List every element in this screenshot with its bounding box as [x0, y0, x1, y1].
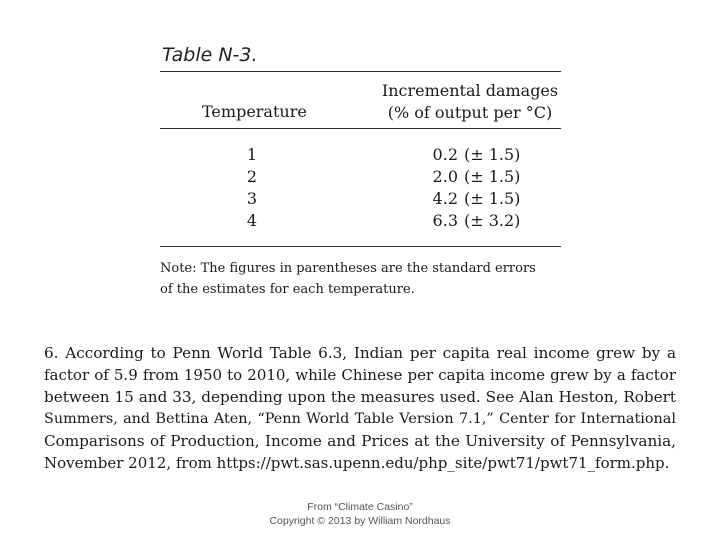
row-damage-value: 6.3: [432, 211, 458, 230]
header-temperature: Temperature: [202, 102, 307, 121]
table-row: [160, 167, 561, 189]
table-note-line: of the estimates for each temperature.: [160, 282, 415, 297]
table-row: [160, 145, 561, 167]
row-standard-error: (± 1.5): [464, 189, 521, 208]
page-footer: [0, 500, 720, 528]
table-top-rule: [160, 71, 561, 72]
row-temperature: 2: [246, 167, 258, 186]
header-damages-line2: (% of output per °C): [387, 103, 553, 122]
row-standard-error: (± 1.5): [464, 167, 521, 186]
row-temperature: 3: [246, 189, 258, 208]
footer-copyright: Copyright © 2013 by William Nordhaus: [269, 515, 451, 527]
row-damage-value: 0.2: [432, 145, 458, 164]
footnote-line: Comparisons of Production, Income and Prices at the University of Pennsylvania,: [44, 432, 676, 450]
footnote-line: 6. According to Penn World Table 6.3, Indian per capita real income grew by a: [44, 344, 676, 362]
footnote-line: factor of 5.9 from 1950 to 2010, while Chinese per capita income grew by a factor: [44, 366, 676, 384]
table-row: [160, 189, 561, 211]
row-temperature: 1: [246, 145, 258, 164]
footnote-paragraph: [44, 342, 676, 474]
row-temperature: 4: [246, 211, 258, 230]
footnote-line: between 15 and 33, depending upon the measures used. See Alan Heston, Robert: [44, 388, 676, 406]
footer-source: From “Climate Casino”: [307, 501, 413, 513]
table-row: [160, 211, 561, 233]
row-standard-error: (± 3.2): [464, 211, 521, 230]
row-damage-value: 2.0: [432, 167, 458, 186]
header-damages-line1: Incremental damages: [381, 81, 559, 100]
row-standard-error: (± 1.5): [464, 145, 521, 164]
table-note-line: Note: The figures in parentheses are the standard errors: [160, 261, 536, 276]
row-damage-value: 4.2: [432, 189, 458, 208]
table-note: [160, 258, 570, 300]
footnote-line: November 2012, from https://pwt.sas.upenn.edu/php_site/pwt71/pwt71_form.php.: [44, 454, 670, 472]
footnote-line: Summers, and Bettina Aten, “Penn World Table Version 7.1,” Center for International: [44, 411, 676, 427]
table-bottom-rule: [160, 246, 561, 247]
table-title: Table N-3.: [162, 44, 258, 66]
table-header-rule: [160, 128, 561, 129]
